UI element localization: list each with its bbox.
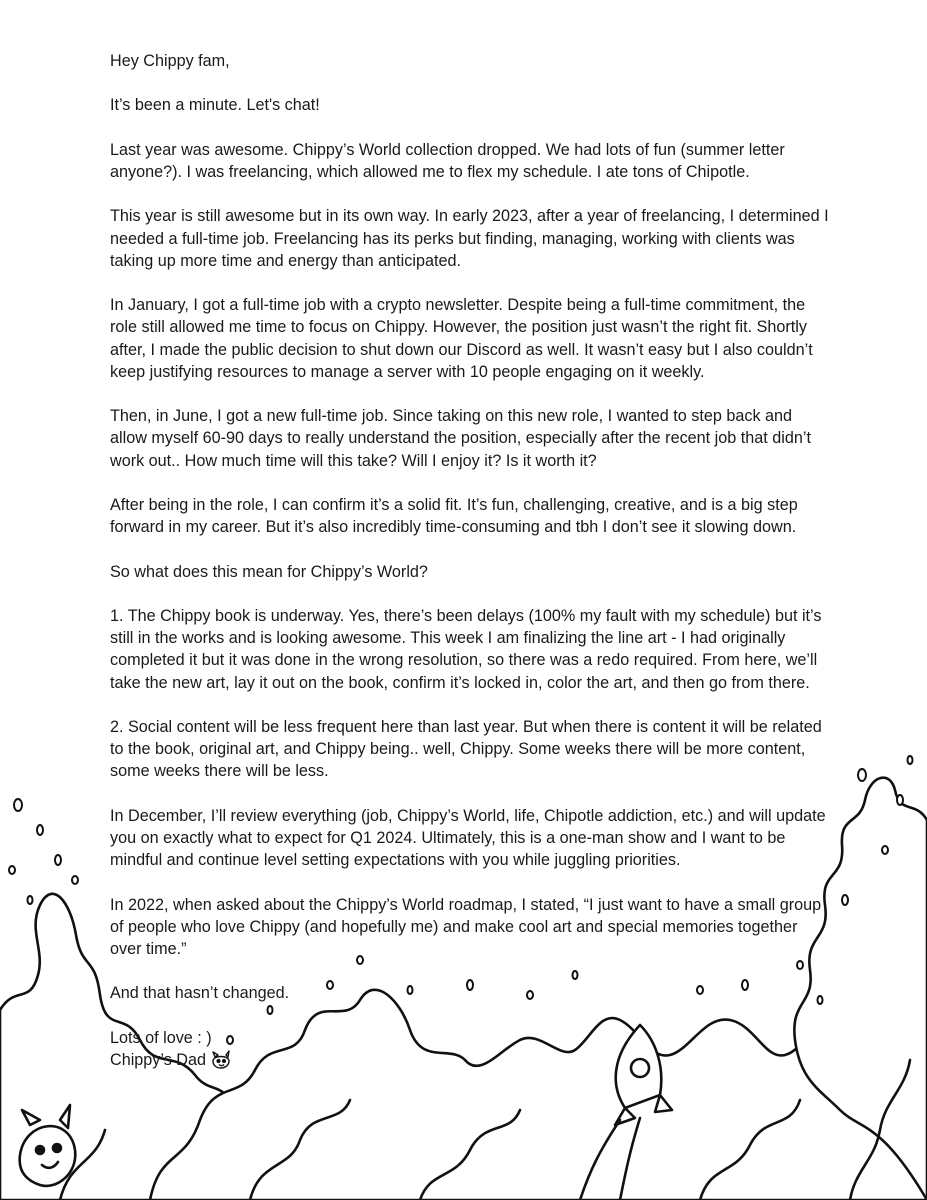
letter-body <box>110 50 830 1071</box>
paragraph: So what does this mean for Chippy’s World? <box>110 562 428 581</box>
paragraph: It’s been a minute. Let's chat! <box>110 96 320 115</box>
paragraph: In December, I’ll review everything (job, Chippy’s World, life, Chipotle addiction, etc.) and will update you on exactly what to expect for Q1 2024. Ultimately, this is a one-man show and I want to be mindful and continue level setting expectations with you while juggling priorities. <box>110 806 826 870</box>
signature: Chippy’s Dad <box>110 1050 206 1069</box>
paragraph: 1. The Chippy book is underway. Yes, there’s been delays (100% my fault with my schedule) but it’s still in the works and is looking awesome. This week I am finalizing the line art - I had originally completed it but it was done in the wrong resolution, so there was a redo required. From here, we’ll take the new art, lay it out on the book, confirm it’s locked in, color the art, and then go from there. <box>110 606 822 692</box>
paragraph: Last year was awesome. Chippy’s World collection dropped. We had lots of fun (summer letter anyone?). I was freelancing, which allowed me to flex my schedule. I ate tons of Chipotle. <box>110 140 785 181</box>
signature-line <box>110 1049 830 1071</box>
paragraph: In January, I got a full-time job with a crypto newsletter. Despite being a full-time commitment, the role still allowed me time to focus on Chippy. However, the position just wasn’t the right fit. Shortly after, I made the public decision to shut down our Discord as well. It wasn’t easy but I also couldn’t keep justifying resources to manage a server with 10 people engaging on it weekly. <box>110 296 813 381</box>
paragraph: After being in the role, I can confirm it’s a solid fit. It’s fun, challenging, creative, and is a big step forward in my career. But it’s also incredibly time-consuming and tbh I don’t see it slowing down. <box>110 495 798 537</box>
chippy-face-icon <box>210 1050 232 1070</box>
paragraph: And that hasn’t changed. <box>110 984 290 1003</box>
paragraph: This year is still awesome but in its own way. In early 2023, after a year of freelancing, I determined I needed a full-time job. Freelancing has its perks but finding, managing, working with clients was taking up more time and energy than anticipated. <box>110 207 829 270</box>
signoff: Lots of love : ) <box>110 1028 212 1047</box>
greeting: Hey Chippy fam, <box>110 52 230 70</box>
quote-paragraph: In 2022, when asked about the Chippy’s World roadmap, I stated, “I just want to have a small group of people who love Chippy (and hopefully me) and make cool art and special memories together over time.” <box>110 895 822 958</box>
paragraph: Then, in June, I got a new full-time job. Since taking on this new role, I wanted to step back and allow myself 60-90 days to really understand the position, especially after the recent job that didn’t work out.. How much time will this take? Will I enjoy it? Is it worth it? <box>110 407 811 470</box>
paragraph: 2. Social content will be less frequent here than last year. But when there is content it will be related to the book, original art, and Chippy being.. well, Chippy. Some weeks there will be more content, some weeks there will be less. <box>110 717 822 781</box>
